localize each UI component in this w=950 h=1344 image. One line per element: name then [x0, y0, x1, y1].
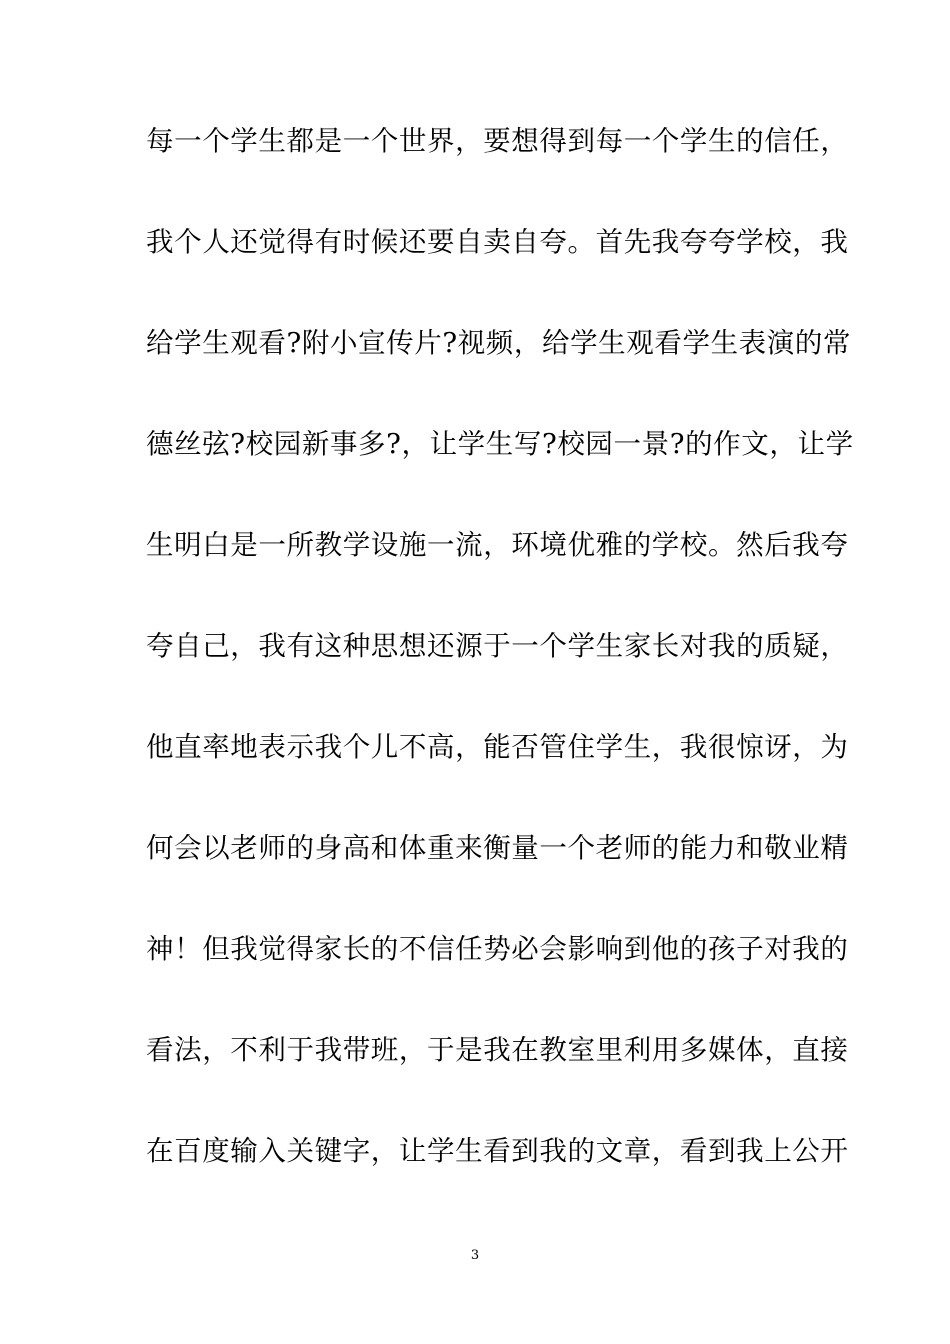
- paragraph-line: 看法，不利于我带班，于是我在教室里利用多媒体，直接: [146, 1034, 849, 1066]
- paragraph-line: 他直率地表示我个儿不高，能否管住学生，我很惊讶，为: [146, 731, 849, 763]
- paragraph-line: 夸自己，我有这种思想还源于一个学生家长对我的质疑，: [146, 630, 849, 662]
- paragraph-line: 每一个学生都是一个世界，要想得到每一个学生的信任，: [146, 125, 849, 157]
- paragraph-line: 我个人还觉得有时候还要自卖自夸。首先我夸夸学校，我: [146, 226, 849, 258]
- paragraph-line: 何会以老师的身高和体重来衡量一个老师的能力和敬业精: [146, 832, 849, 864]
- paragraph-line: 神！但我觉得家长的不信任势必会影响到他的孩子对我的: [146, 933, 849, 965]
- paragraph-line: 德丝弦?校园新事多?，让学生写?校园一景?的作文，让学: [146, 428, 854, 460]
- page-number: 3: [470, 1248, 480, 1263]
- paragraph-line: 生明白是一所教学设施一流，环境优雅的学校。然后我夸: [146, 529, 849, 561]
- paragraph-line: 给学生观看?附小宣传片?视频，给学生观看学生表演的常: [146, 327, 852, 359]
- paragraph-line: 在百度输入关键字，让学生看到我的文章，看到我上公开: [146, 1135, 849, 1167]
